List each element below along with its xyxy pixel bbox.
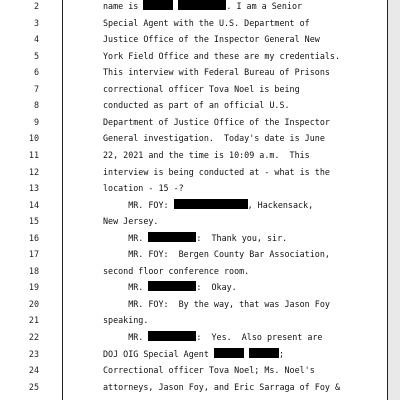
left-margin-rule [62,0,63,400]
transcript-line: York Field Office and these are my credentials. [103,50,340,61]
line-number: 14 [28,199,39,210]
transcript-line: conducted as part of an official U.S. [103,100,290,111]
line-text: MR. [103,282,149,293]
line-text: : Yes. Also present are [196,332,323,342]
line-number: 13 [28,183,39,194]
line-text: MR. [103,332,149,342]
redaction-block [178,0,226,10]
transcript-line: New Jersey. [103,216,159,227]
transcript-line [103,279,387,295]
transcript-line: attorneys, Jason Foy, and Eric Sarraga of Foy & [103,381,340,392]
transcript-line: 22, 2021 and the time is 10:09 a.m. This [103,149,310,160]
line-number: 3 [33,17,39,28]
line-number: 25 [28,381,39,392]
transcript-line [103,230,387,246]
transcript-line [103,329,387,345]
transcript-line: correctional officer Tova Noel is being [103,83,300,94]
redaction-block [214,348,244,358]
line-number: 16 [28,232,39,243]
transcript-line: Department of Justice Office of the Inspector [103,116,330,127]
line-text: name is [103,1,144,11]
transcript-line [103,197,387,213]
redaction-block [148,331,196,341]
transcript-line: Justice Office of the Inspector General New [103,34,320,45]
transcript-line: speaking. [103,315,149,326]
line-number: 2 [33,1,39,11]
line-text: , Hackensack, [247,199,314,210]
transcript-line: Correctional officer Tova Noel; Ms. Noel's [103,365,315,376]
line-number: 7 [33,83,39,94]
redaction-block [249,348,279,358]
line-number: 8 [33,100,39,111]
line-number: 22 [28,332,39,342]
transcript-line: MR. FOY: By the way, that was Jason Foy [103,298,330,309]
line-text: : Okay. [196,282,237,293]
line-number: 5 [33,50,39,61]
line-number: 9 [33,116,39,127]
transcript-line: General investigation. Today's date is June [103,133,325,144]
line-text: : Thank you, sir. [196,232,288,243]
line-number: 20 [28,298,39,309]
line-number: 24 [28,365,39,376]
transcript-line: Special Agent with the U.S. Department of [103,17,310,28]
line-number: 23 [28,348,39,359]
transcript-line: location - 15 -? [103,183,184,194]
transcript-line: interview is being conducted at - what is the [103,166,330,177]
line-number: 21 [28,315,39,326]
line-text: ; [278,348,285,359]
line-text: MR. FOY: [103,199,174,210]
redaction-block [143,0,173,10]
line-text: DOJ OIG Special Agent [103,348,214,359]
line-number: 10 [28,133,39,144]
redaction-block [174,199,248,209]
line-number: 18 [28,265,39,276]
line-number: 4 [33,34,39,45]
transcript-line [103,346,387,362]
line-number: 6 [33,67,39,78]
transcript-line: MR. FOY: Bergen County Bar Association, [103,249,330,260]
line-number: 11 [28,149,39,160]
transcript-line [103,0,387,14]
line-number: 12 [28,166,39,177]
line-number: 19 [28,282,39,293]
transcript-line: second floor conference room. [103,265,250,276]
line-number: 15 [28,216,39,227]
line-number: 17 [28,249,39,260]
line-text: MR. [103,232,149,243]
line-text: . I am a Senior [226,1,303,11]
redaction-block [148,281,196,291]
right-margin-rule [387,0,388,400]
transcript-line: This interview with Federal Bureau of Prisons [103,67,330,78]
redaction-block [148,232,196,242]
